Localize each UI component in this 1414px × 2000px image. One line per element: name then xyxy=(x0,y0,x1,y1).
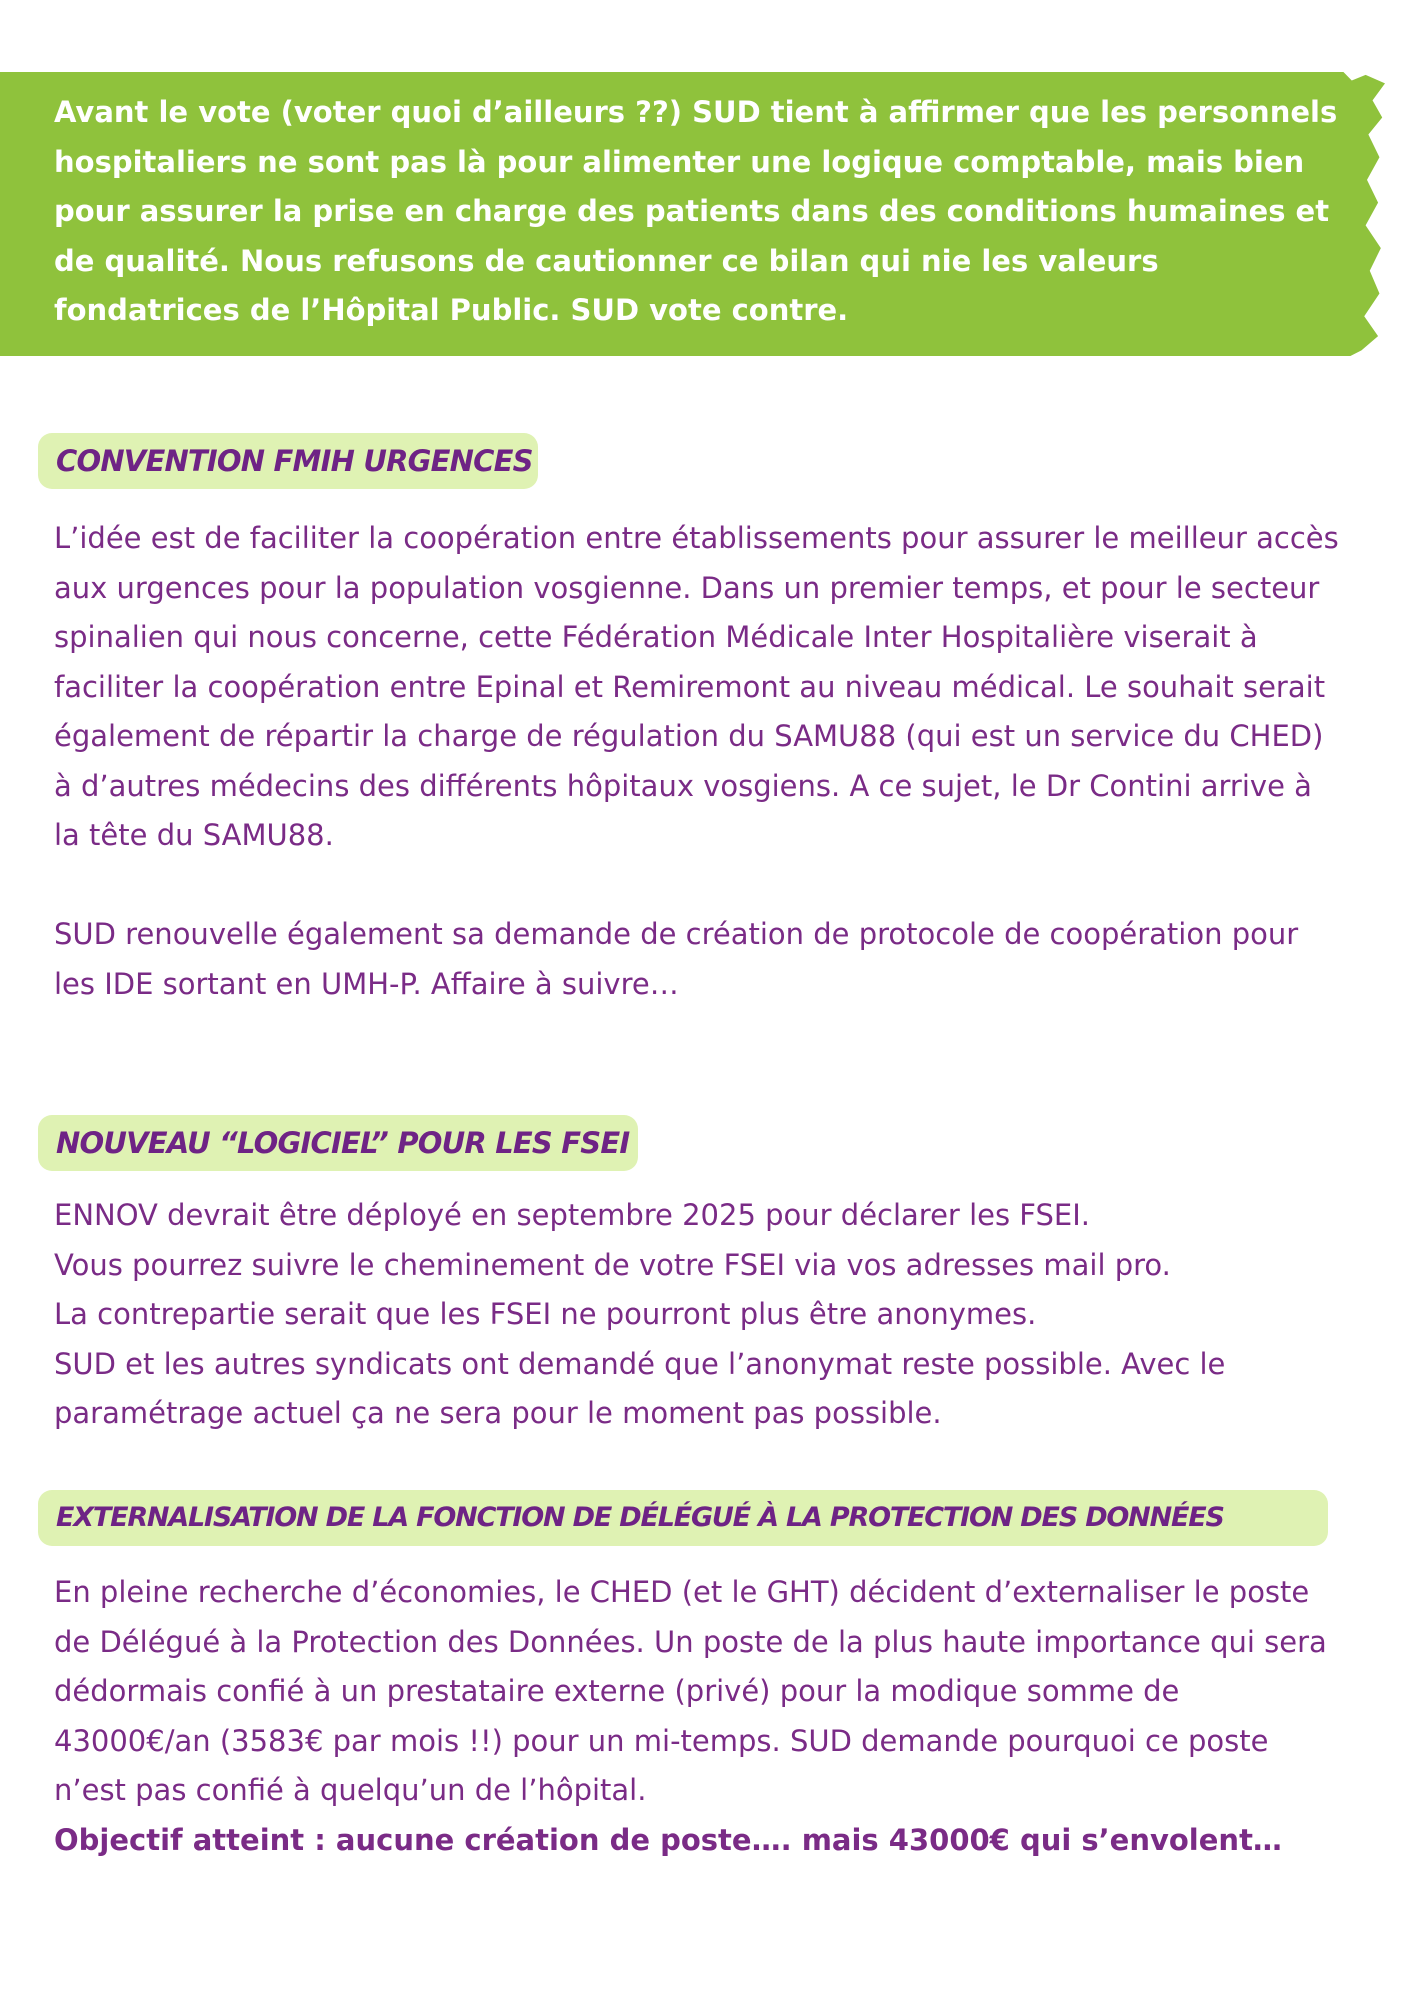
convention-paragraph-2: SUD renouvelle également sa demande de création de protocole de coopération pour les IDE sortant en UMH-P. Affaire à suivre… xyxy=(54,917,1299,1001)
section-fsei-body xyxy=(54,1191,1344,1439)
banner-statement: Avant le vote (voter quoi d’ailleurs ??) SUD tient à affirmer que les personnels hospitaliers ne sont pas là pour alimenter une logique comptable, mais bien pour assurer la prise en charge des patients dans des conditions humaines et de qualité. Nous refusons de cautionner ce bilan qui nie les valeurs fondatrices de l’Hôpital Public. SUD vote contre. xyxy=(54,95,1338,327)
fsei-line-1: ENNOV devrait être déployé en septembre 2025 pour déclarer les FSEI. xyxy=(54,1198,1090,1232)
dpd-paragraph: En pleine recherche d’économies, le CHED (et le GHT) décident d’externaliser le poste de Délégué à la Protection des Données. Un poste de la plus haute importance qui sera dédormais confié à un prestataire externe (privé) pour la modique somme de 43000€/an (3583€ par mois !!) pour un mi-temps. SUD demande pourquoi ce poste n’est pas confié à quelqu’un de l’hôpital. xyxy=(54,1575,1327,1807)
heading-convention-fmih: CONVENTION FMIH URGENCES xyxy=(38,433,538,489)
fsei-line-3: La contrepartie serait que les FSEI ne pourront plus être anonymes. xyxy=(54,1297,1037,1331)
heading-logiciel-fsei: NOUVEAU “LOGICIEL” POUR LES FSEI xyxy=(38,1115,638,1171)
dpd-conclusion: Objectif atteint : aucune création de poste…. mais 43000€ qui s’envolent… xyxy=(54,1822,1282,1857)
convention-paragraph-1: L’idée est de faciliter la coopération entre établissements pour assurer le meilleur accès aux urgences pour la population vosgienne. Dans un premier temps, et pour le secteur spinalien qui nous concerne, cette Fédération Médicale Inter Hospitalière viserait à faciliter la coopération entre Epinal et Remiremont au niveau médical. Le souhait serait également de répartir la charge de régulation du SAMU88 (qui est un service du CHED) à d’autres médecins des différents hôpitaux vosgiens. A ce sujet, le Dr Contini arrive à la tête du SAMU88. xyxy=(54,521,1339,852)
fsei-line-2: Vous pourrez suivre le cheminement de votre FSEI via vos adresses mail pro. xyxy=(54,1247,1171,1282)
section-convention-body xyxy=(54,514,1344,1009)
fsei-line-4: SUD et les autres syndicats ont demandé que l’anonymat reste possible. Avec le paramétrage actuel ça ne sera pour le moment pas possible. xyxy=(54,1346,1226,1430)
heading-externalisation-dpd: EXTERNALISATION DE LA FONCTION DE DÉLÉGUÉ À LA PROTECTION DES DONNÉES xyxy=(38,1490,1328,1546)
section-dpd-body xyxy=(54,1568,1344,1865)
